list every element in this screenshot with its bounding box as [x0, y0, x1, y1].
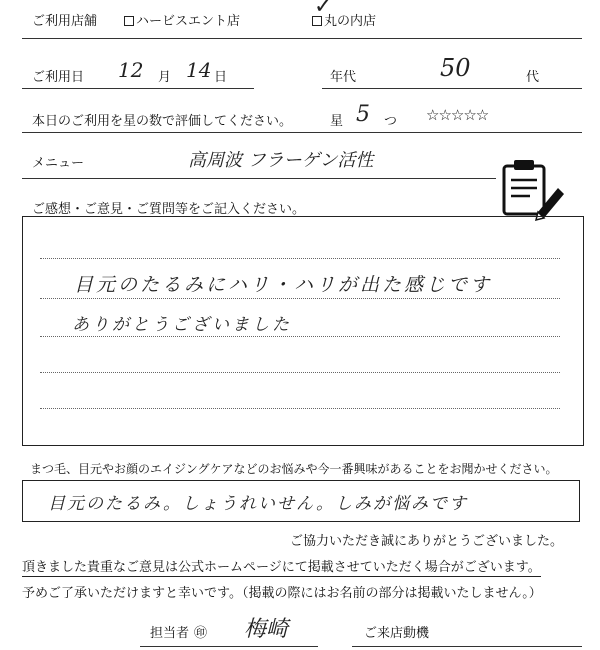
- dotted-line: [40, 336, 560, 337]
- menu-label: メニュー: [32, 156, 85, 171]
- feedback-line-1: 目元のたるみにハリ・ハリが出た感じです: [74, 274, 493, 296]
- rating-unit: つ: [384, 114, 398, 129]
- divider: [22, 132, 582, 133]
- day-unit: 日: [214, 70, 228, 85]
- visit-trigger-label: ご来店動機: [364, 626, 430, 641]
- dotted-line: [40, 372, 560, 373]
- staff-label: 担当者: [150, 626, 190, 641]
- thanks-text: ご協力いただき誠にありがとうございました。: [290, 534, 564, 549]
- month-unit: 月: [158, 70, 172, 85]
- question-prompt: まつ毛、目元やお顔のエイジングケアなどのお悩みや今一番興味があることをお聞かせください。: [30, 462, 558, 476]
- visit-month: 12: [118, 58, 144, 82]
- divider: [22, 38, 582, 39]
- visit-date-label: ご利用日: [32, 70, 85, 85]
- feedback-label: ご感想・ご意見・ご質問等をご記入ください。: [32, 202, 306, 217]
- menu-value: 高周波 フラーゲン活性: [188, 150, 374, 171]
- question-answer: 目元のたるみ。しょうれいせん。しみが悩みです: [48, 494, 469, 514]
- star-rating-icons: ☆☆☆☆☆: [426, 106, 489, 124]
- check-mark: ✓: [314, 0, 333, 19]
- age-value: 50: [440, 54, 471, 82]
- divider: [322, 88, 582, 89]
- staff-name: 梅崎: [244, 617, 289, 642]
- divider: [22, 88, 254, 89]
- feedback-line-2: ありがとうございました: [72, 315, 292, 335]
- store-option-marunouchi[interactable]: 丸の内店: [312, 10, 376, 29]
- store-label: ご利用店舗: [32, 14, 98, 29]
- divider: [140, 646, 318, 647]
- notice-line-1: 頂きました貴重なご意見は公式ホームページにて掲載させていただく場合がございます。: [22, 556, 541, 577]
- dotted-line: [40, 298, 560, 299]
- rating-prompt: 本日のご利用を星の数で評価してください。: [32, 114, 293, 129]
- seal-mark: ㊞: [194, 626, 208, 641]
- divider: [22, 178, 496, 179]
- age-label: 年代: [330, 70, 357, 85]
- dotted-line: [40, 258, 560, 259]
- notice-line-2: 予めご了承いただけますと幸いです。（掲載の際にはお名前の部分は掲載いたしません。）: [22, 586, 542, 601]
- star-label: 星: [330, 114, 344, 129]
- visit-day: 14: [186, 58, 212, 82]
- clipboard-pencil-icon: [498, 152, 570, 224]
- store-option-herbis[interactable]: ハービスエント店: [124, 10, 240, 29]
- age-unit: 代: [526, 70, 540, 85]
- rating-value: 5: [356, 102, 370, 127]
- dotted-line: [40, 408, 560, 409]
- divider: [352, 646, 582, 647]
- checkbox[interactable]: [124, 16, 134, 26]
